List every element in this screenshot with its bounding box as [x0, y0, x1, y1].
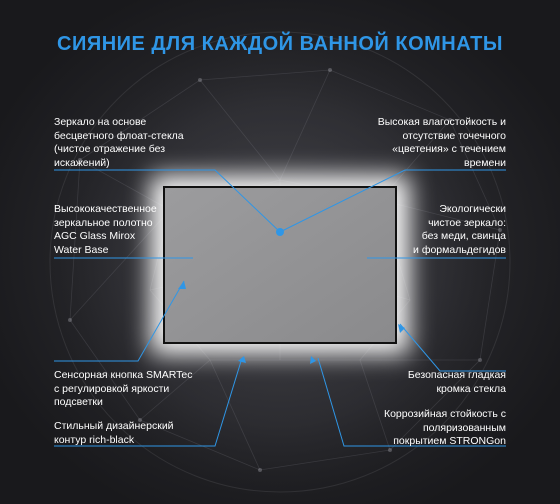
feature-moisture: Высокая влагостойкость и отсутствие точечного «цветения» с течением времени — [377, 116, 506, 169]
feature-corrosion: Коррозийная стойкость с поляризованным покрытием STRONGon — [383, 408, 506, 447]
feature-contour: Стильный дизайнерский контур rich-black — [54, 420, 174, 446]
feature-sensor: Сенсорная кнопка SMARTec с регулировкой яркости подсветки — [54, 369, 193, 408]
page-title: СИЯНИЕ ДЛЯ КАЖДОЙ ВАННОЙ КОМНАТЫ — [57, 33, 503, 55]
mirror-panel — [164, 187, 396, 343]
feature-glass: Высококачественное зеркальное полотно AGC Glass Mirox Water Base — [54, 203, 157, 256]
feature-eco: Экологически чистое зеркало: без меди, свинца и формальдегидов — [413, 203, 506, 256]
feature-edge: Безопасная гладкая кромка стекла — [407, 369, 506, 395]
feature-mirror-base: Зеркало на основе бесцветного флоат-стекла (чистое отражение без искажений) — [54, 116, 184, 169]
